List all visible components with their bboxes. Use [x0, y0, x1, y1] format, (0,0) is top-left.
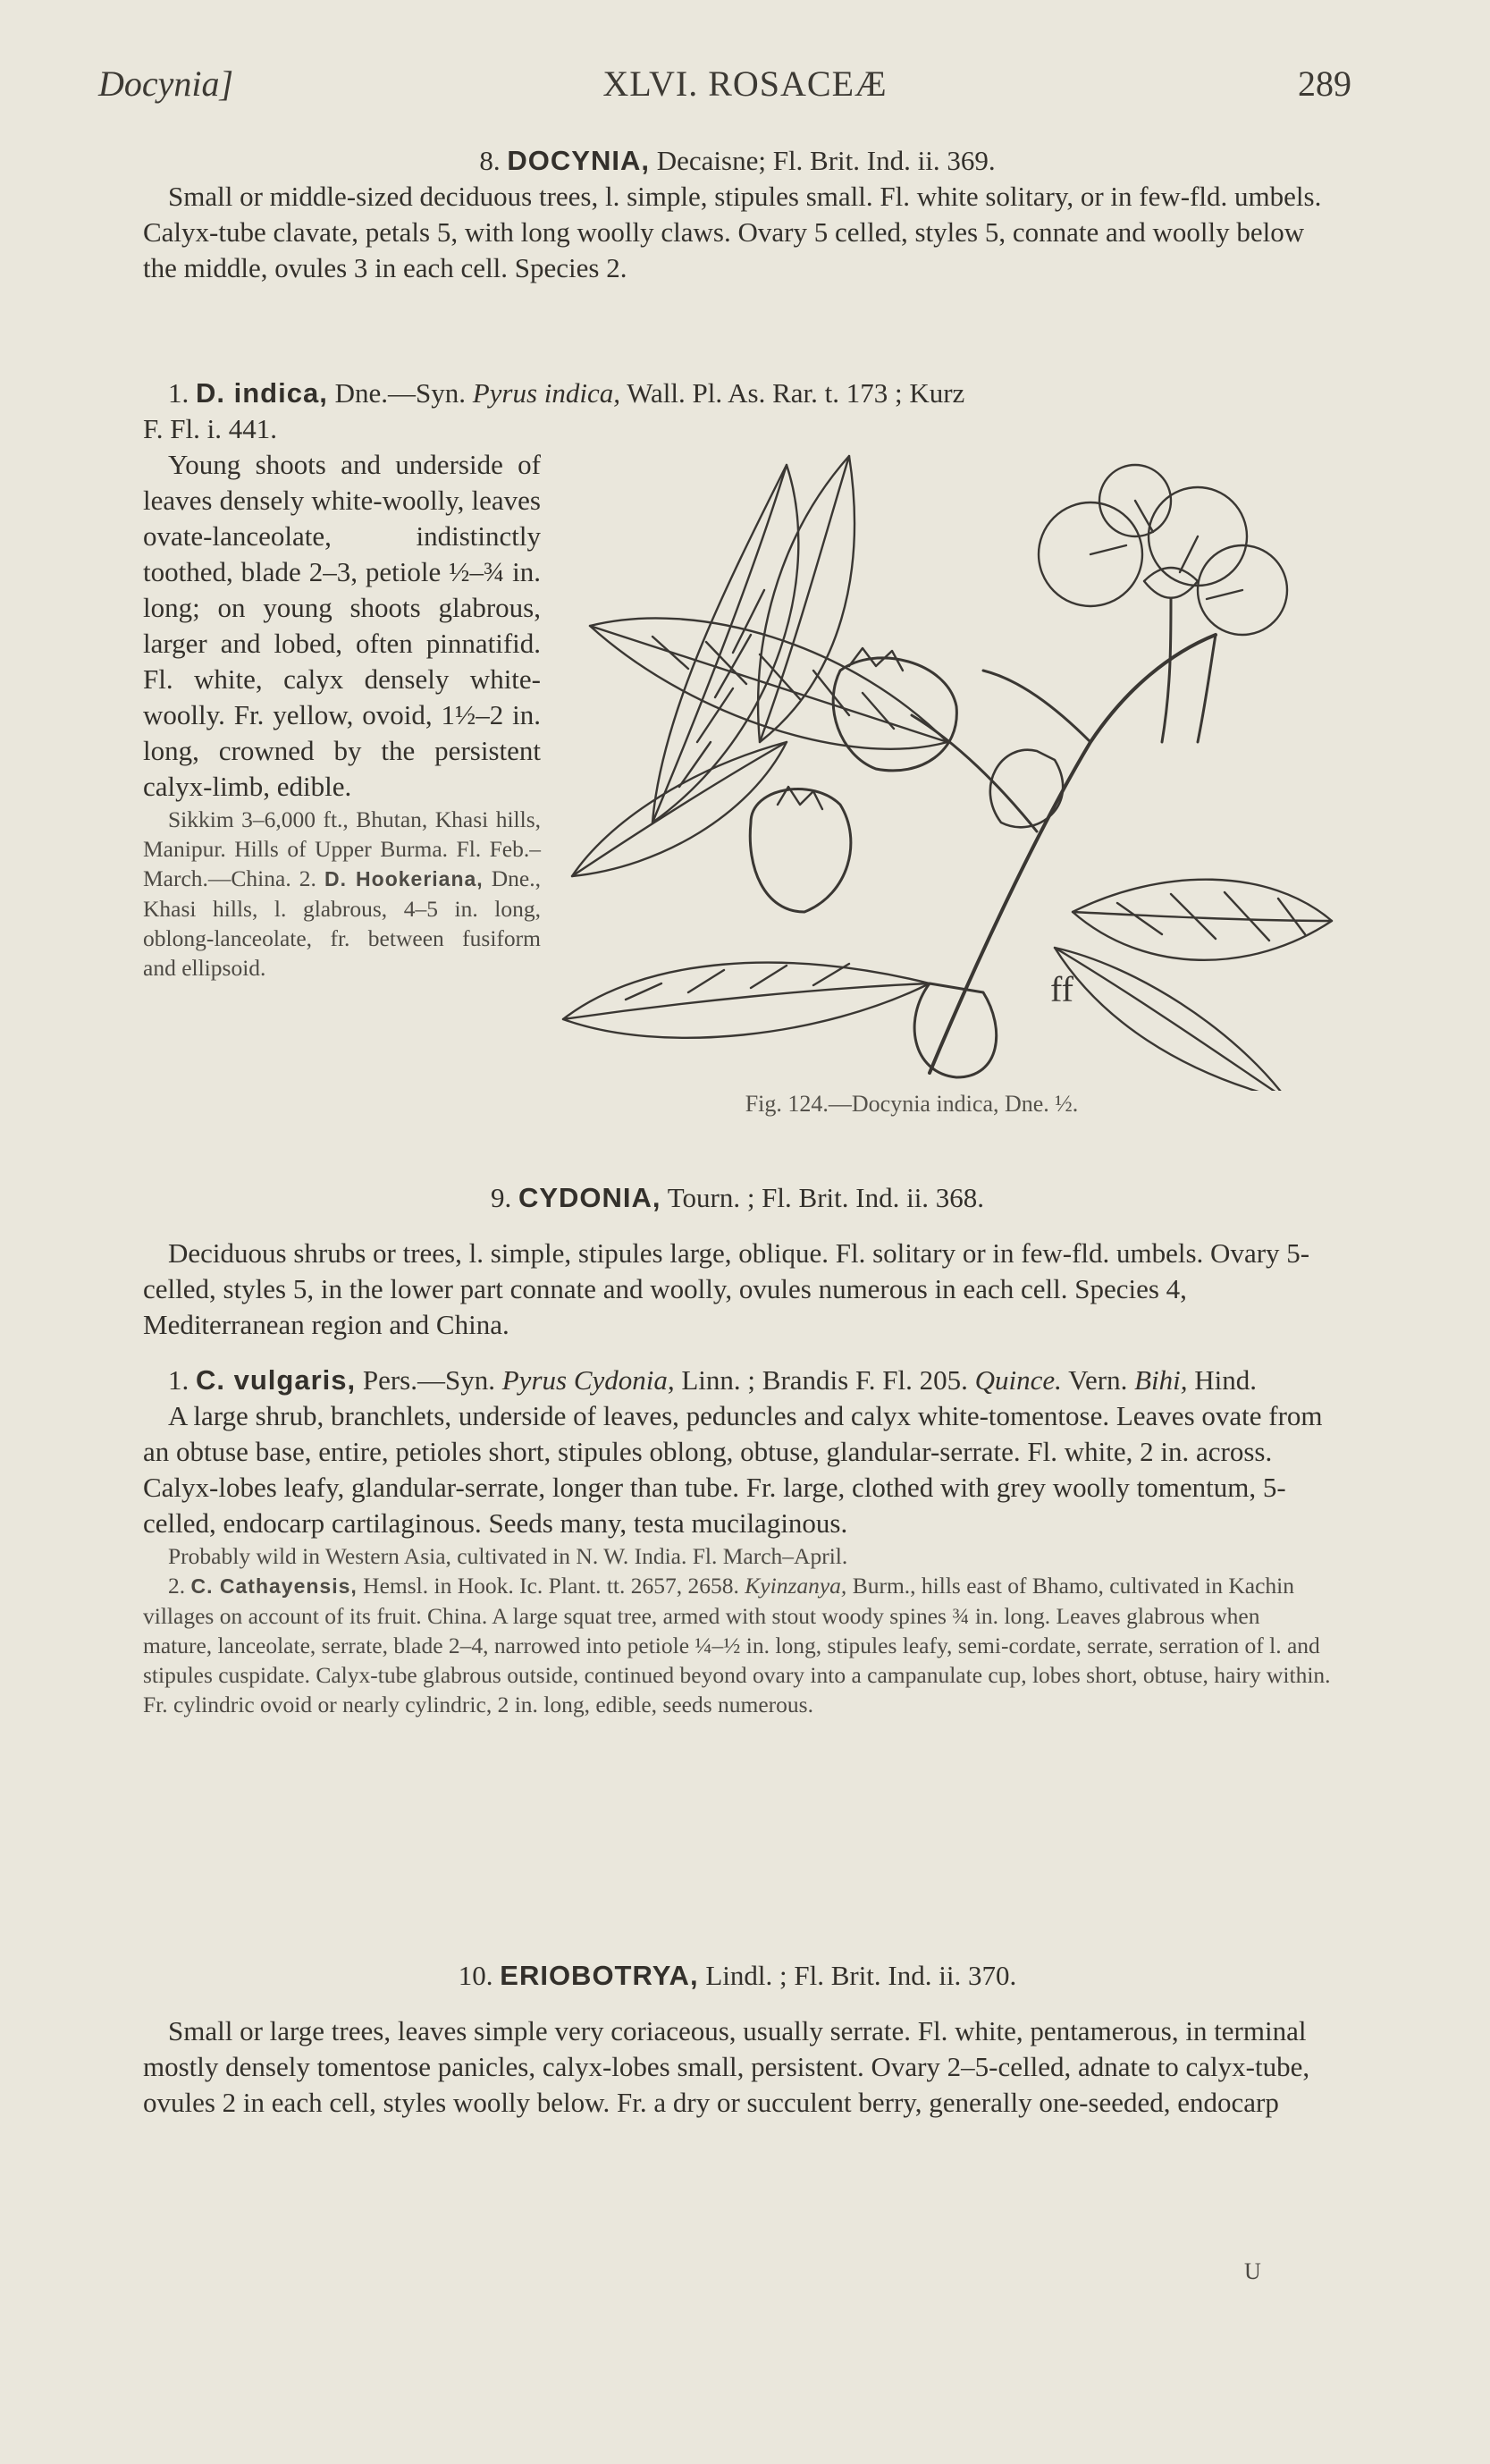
species-description: Young shoots and underside of leaves densely white-woolly, leaves ovate-lanceolate, indistinctly toothed, blade 2–3, petiole ½–¾ in. long; on young shoots glabrous, larger and lobed, often pinnatifid. Fl. white, calyx densely white-woolly. Fr. yellow, ovoid, 1½–2 in. long, crowned by the persistent calyx-limb, edible. — [143, 449, 541, 802]
figure-mark: ff — [1050, 969, 1073, 1009]
genus-description-docynia: Small or middle-sized deciduous trees, l. simple, stipules small. Fl. white solitary, or in few-fld. umbels. Calyx-tube clavate, petals 5, with long woolly claws. Ovary 5 celled, styles 5, connate and woolly below the middle, ovules 3 in each cell. Species 2. — [143, 181, 1322, 283]
species-description-c-vulgaris: A large shrub, branchlets, underside of leaves, peduncles and calyx white-tomentose. Leaves ovate from an obtuse base, entire, petioles short, stipules oblong, obtuse, glandular-serrate. Fl. white, 2 in. across. Calyx-lobes leafy, glandular-serrate, longer than tube. Fr. large, clothed with grey woolly tomentum, 5-celled, endocarp cartilaginous. Seeds many, testa mucilaginous. — [143, 1400, 1323, 1539]
running-head-title: XLVI. ROSACEÆ — [602, 63, 888, 104]
genus-heading-cydonia: 9. CYDONIA, Tourn. ; Fl. Brit. Ind. ii. 368. — [490, 1182, 985, 1213]
species-entry-c-cathayensis: 2. C. Cathayensis, Hemsl. in Hook. Ic. Plant. tt. 2657, 2658. Kyinzanya, Burm., hills east of Bhamo, cultivated in Kachin villages on account of its fruit. China. A large squat tree, armed with stout woody spines ¾ in. long. Leaves glabrous when mature, lanceolate, serrate, blade 2–4, narrowed into petiole ¼–½ in. long, stipules leafy, semi-cordate, serrate, serration of l. and stipules cuspidate. Calyx-tube glabrous outside, continued beyond ovary into a campanulate cup, lobes short, obtuse, hairy within. Fr. cylindric ovoid or nearly cylindric, 2 in. long, edible, seeds numerous. — [143, 1573, 1331, 1717]
species-distribution: Sikkim 3–6,000 ft., Bhutan, Khasi hills, Manipur. Hills of Upper Burma. Fl. Feb.–March.—China. 2. D. Hookeriana, Dne., Khasi hills, l. glabrous, 4–5 in. long, oblong-lanceolate, fr. between fusiform and ellipsoid. — [143, 806, 541, 981]
botanical-illustration — [554, 447, 1341, 1091]
species-distribution-c-vulgaris: Probably wild in Western Asia, cultivated in N. W. India. Fl. March–April. — [168, 1543, 848, 1569]
species-text-d-indica — [143, 447, 541, 983]
figure-docynia-indica — [554, 447, 1341, 1135]
signature-mark: U — [1244, 2258, 1261, 2284]
genus-heading-docynia: 8. DOCYNIA, Decaisne; Fl. Brit. Ind. ii. 369. — [479, 145, 996, 176]
genus-description-cydonia: Deciduous shrubs or trees, l. simple, stipules large, oblique. Fl. solitary or in few-fld. umbels. Ovary 5-celled, styles 5, in the lower part connate and woolly, ovules numerous in each cell. Species 4, Mediterranean region and China. — [143, 1237, 1310, 1340]
species-heading-d-indica: 1. D. indica, Dne.—Syn. Pyrus indica, Wall. Pl. As. Rar. t. 173 ; Kurz F. Fl. i. 441. — [143, 377, 965, 444]
species-heading-c-vulgaris: 1. C. vulgaris, Pers.—Syn. Pyrus Cydonia, Linn. ; Brandis F. Fl. 205. Quince. Vern. Bihi, Hind. — [168, 1364, 1258, 1396]
genus-heading-eriobotrya: 10. ERIOBOTRYA, Lindl. ; Fl. Brit. Ind. ii. 370. — [458, 1960, 1017, 1991]
running-head-left: Docynia] — [98, 63, 234, 104]
genus-description-eriobotrya: Small or large trees, leaves simple very coriaceous, usually serrate. Fl. white, pentamerous, in terminal mostly densely tomentose panicles, calyx-lobes small, persistent. Ovary 2–5-celled, adnate to calyx-tube, ovules 2 in each cell, styles woolly below. Fr. a dry or succulent berry, generally one-seeded, endocarp — [143, 2015, 1310, 2118]
figure-caption: Fig. 124.—Docynia indica, Dne. ½. — [745, 1091, 1079, 1117]
cydonia-genus-section — [143, 1180, 1332, 1719]
docynia-genus-section — [143, 143, 1332, 286]
eriobotrya-genus-section — [143, 1958, 1332, 2121]
page-number: 289 — [1298, 63, 1351, 104]
